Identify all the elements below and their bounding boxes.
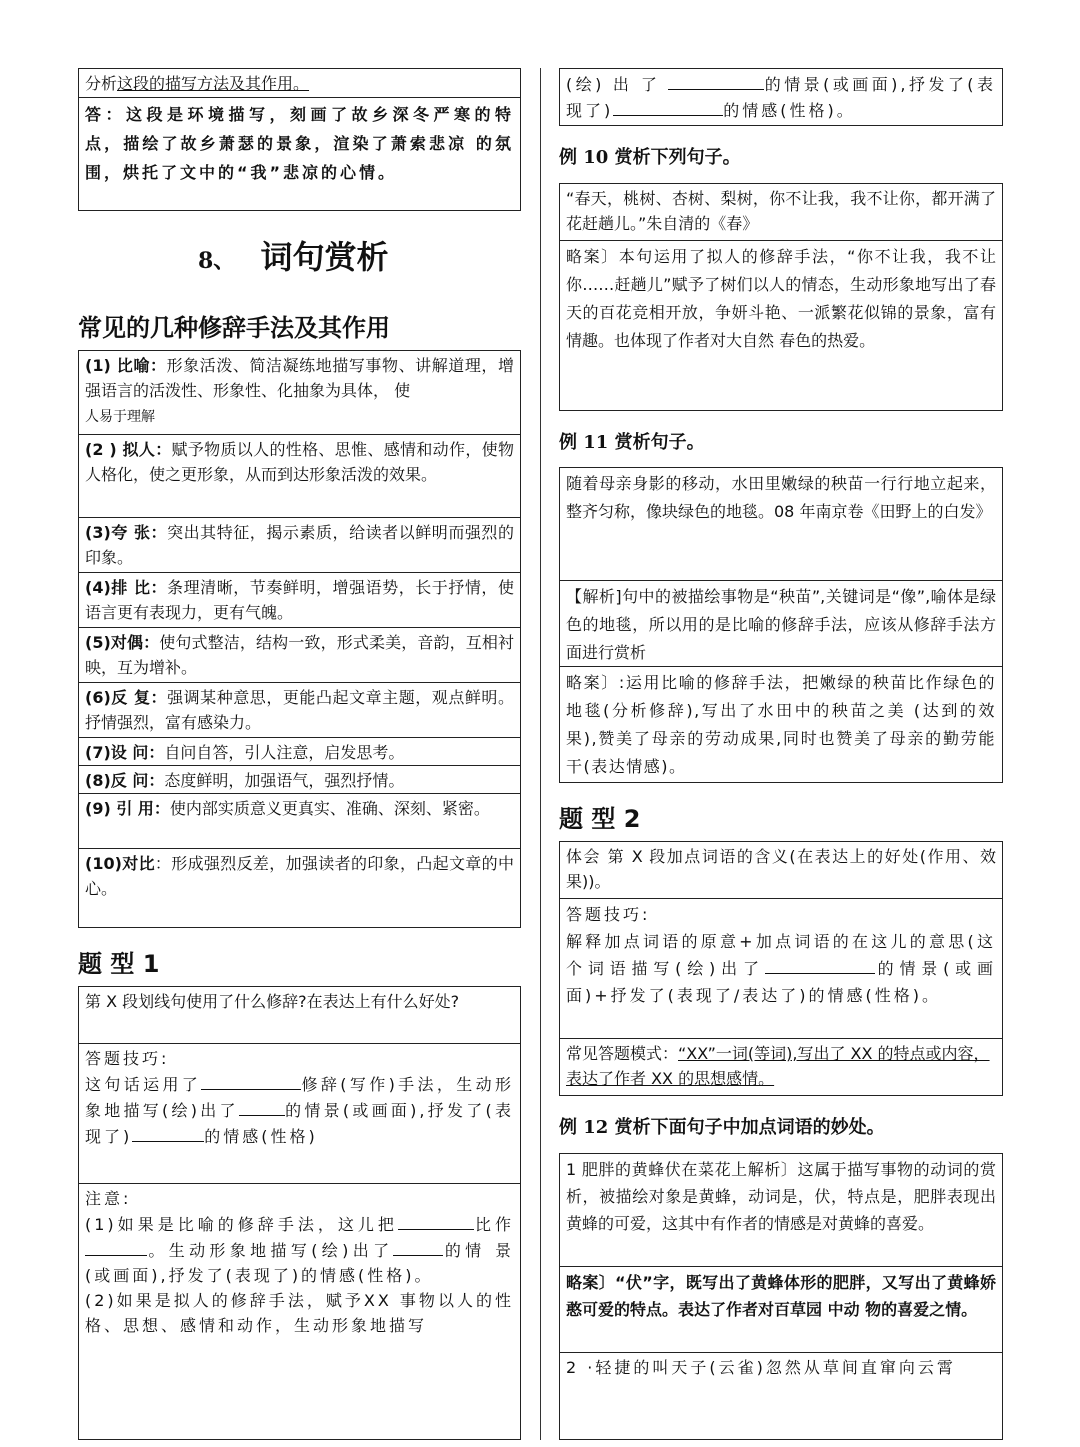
example-11-heading: 例 11 赏析句子。 (559, 432, 705, 453)
answer-blank (132, 1123, 204, 1142)
answer-blank (613, 97, 723, 116)
answer-blank (239, 1097, 285, 1116)
rhetoric-item-hyperbole: (3)夸 张：突出其特征，揭示素质，给读者以鲜明而强烈的印象。 (79, 517, 520, 572)
example-11-answer: 略案〕:运用比喻的修辞手法，把嫩绿的秧苗比作绿色的地毯(分析修辞),写出了水田中的秧苗之美 (达到的效果),赞美了母亲的劳动成果,同时也赞美了母亲的勤劳能干(表达情感)。 (560, 666, 1002, 783)
rhetoric-item-reverse-question: (8)反 问：态度鲜明，加强语气，强烈抒情。 (79, 765, 520, 793)
rhetoric-item-personification: (2 ) 拟人：赋予物质以人的性格、思惟、感情和动作，使物人格化，使之更形象，从而到达形象活泼的效果。 (79, 434, 520, 517)
rhetoric-item-repetition: (6)反 复：强调某种意思，更能凸起文章主题，观点鲜明。抒情强烈，富有感染力。 (79, 682, 520, 737)
type1-notes: 注意: (1)如果是比喻的修辞手法，这儿把 比作。生动形象地描写(绘)出了 的情 景(或画面),抒发了(表现了)的情感(性格)。 (2)如果是拟人的修辞手法，赋予XX 事物以人的性格、思想、感情和动作，生动形象地描写 (79, 1183, 520, 1340)
type1-question: 第 X 段划线句使用了什么修辞?在表达上有什么好处? (85, 992, 460, 1011)
answer-blank (765, 955, 875, 974)
rhetoric-item-contrast: (10)对比：形成强烈反差，加强读者的印象，凸起文章的中心。 (79, 848, 520, 903)
example-12-heading: 例 12 赏析下面句子中加点词语的妙处。 (559, 1117, 885, 1138)
continued-tips: (绘) 出 了 的情景(或画面),抒发了(表现了) 的情感(性格)。 (560, 69, 1002, 125)
intro-answer: 答：这段是环境描写，刻画了故乡深冬严寒的特点，描绘了故乡萧瑟的景象，渲染了萧索悲凉 的氛围，烘托了文中的“我”悲凉的心情。 (79, 97, 520, 189)
rhetoric-item-parallelism: (4)排 比：条理清晰，节奏鲜明，增强语势，长于抒情，使语言更有表现力，更有气魄。 (79, 572, 520, 627)
answer-blank (85, 1237, 147, 1256)
column-divider (540, 68, 541, 1440)
type2-heading: 题 型 2 (559, 805, 641, 833)
example-12-item-2: 2 ·轻捷的叫天子(云雀)忽然从草间直窜向云霄 (560, 1352, 1002, 1382)
example-11-box (559, 467, 1003, 783)
rhetoric-table (78, 350, 521, 928)
rhetoric-item-metaphor: (1) 比喻：形象活泼、简洁凝练地描写事物、讲解道理，增强语言的活泼性、形象性、化抽象为具体， 使 人易于理解 (85, 356, 514, 425)
type2-answer-mode: 常见答题模式：“XX”一词(等词),写出了 XX 的特点或内容，表达了作者 XX 的思想感情。 (560, 1038, 1002, 1093)
answer-blank (201, 1071, 301, 1090)
type2-tips: 答题技巧: 解释加点词语的原意+加点词语的在这儿的意思(这个词语描写(绘)出了 的情景(或画 面)+抒发了(表现了/表达了)的情感(性格)。 (560, 898, 1002, 1038)
section-heading: 8、 词句赏析 (198, 238, 389, 276)
example-12-item-1: 1 肥胖的黄蜂伏在菜花上解析〕这属于描写事物的动词的赏析，被描绘对象是黄蜂，动词是，伏，特点是，肥胖表现出黄蜂的可爱，这其中有作者的情感是对黄蜂的喜爱。 (566, 1160, 996, 1233)
continued-tips-box (559, 68, 1003, 126)
type1-box (78, 986, 521, 1440)
rhetoric-item-rhetorical-question: (7)设 问：自问自答，引人注意，启发思考。 (79, 737, 520, 765)
type1-heading: 题 型 1 (78, 950, 160, 978)
intro-question: 分析这段的描写方法及其作用。 (85, 74, 310, 93)
example-10-heading: 例 10 赏析下列句子。 (559, 147, 741, 168)
example-12-answer: 略案〕“伏”字，既写出了黄蜂体形的肥胖，又写出了黄蜂娇憨可爱的特点。表达了作者对百草园 中动 物的喜爱之情。 (560, 1266, 1002, 1352)
example-11-quote: 随着母亲身影的移动，水田里嫩绿的秧苗一行行地立起来，整齐匀称，像块绿色的地毯。08 年南京卷《田野上的白发》 (566, 474, 996, 521)
type1-tips: 答题技巧: 这句话运用了 修辞(写作)手法，生动形象地描写(绘)出了 的情景(或画面),抒发了(表现了) 的情感(性格) (79, 1043, 520, 1183)
rhetoric-item-antithesis: (5)对偶：使句式整洁，结构一致，形式柔美，音韵，互相衬映，互为增补。 (79, 627, 520, 682)
type2-box (559, 841, 1003, 1096)
example-10-box (559, 183, 1003, 411)
example-12-box (559, 1153, 1003, 1440)
type2-question: 体会 第 X 段加点词语的含义(在表达上的好处(作用、效果))。 (566, 847, 996, 891)
example-10-answer: 略案〕本句运用了拟人的修辞手法，“你不让我，我不让你……赶趟儿”赋予了树们以人的情态，生动形象地写出了春天的百花竞相开放，争妍斗艳、一派繁花似锦的景象，富有情趣。也体现了作者对大自然 春色的热爱。 (560, 240, 1002, 357)
answer-blank (398, 1211, 474, 1230)
rhetoric-item-quotation: (9) 引 用：使内部实质意义更真实、准确、深刻、紧密。 (79, 793, 520, 848)
intro-answer-box (78, 68, 521, 211)
answer-blank (668, 71, 764, 90)
example-10-quote: “春天，桃树、杏树、梨树，你不让我，我不让你，都开满了花赶趟儿。”朱自清的《春》 (566, 189, 996, 233)
rhetoric-subtitle: 常见的几种修辞手法及其作用 (78, 314, 390, 342)
answer-blank (393, 1237, 443, 1256)
example-11-analysis: 【解析]句中的被描绘事物是“秧苗”,关键词是“像”,喻体是绿色的地毯，所以用的是比喻的修辞手法，应该从修辞手法方面进行赏析 (560, 580, 1002, 666)
